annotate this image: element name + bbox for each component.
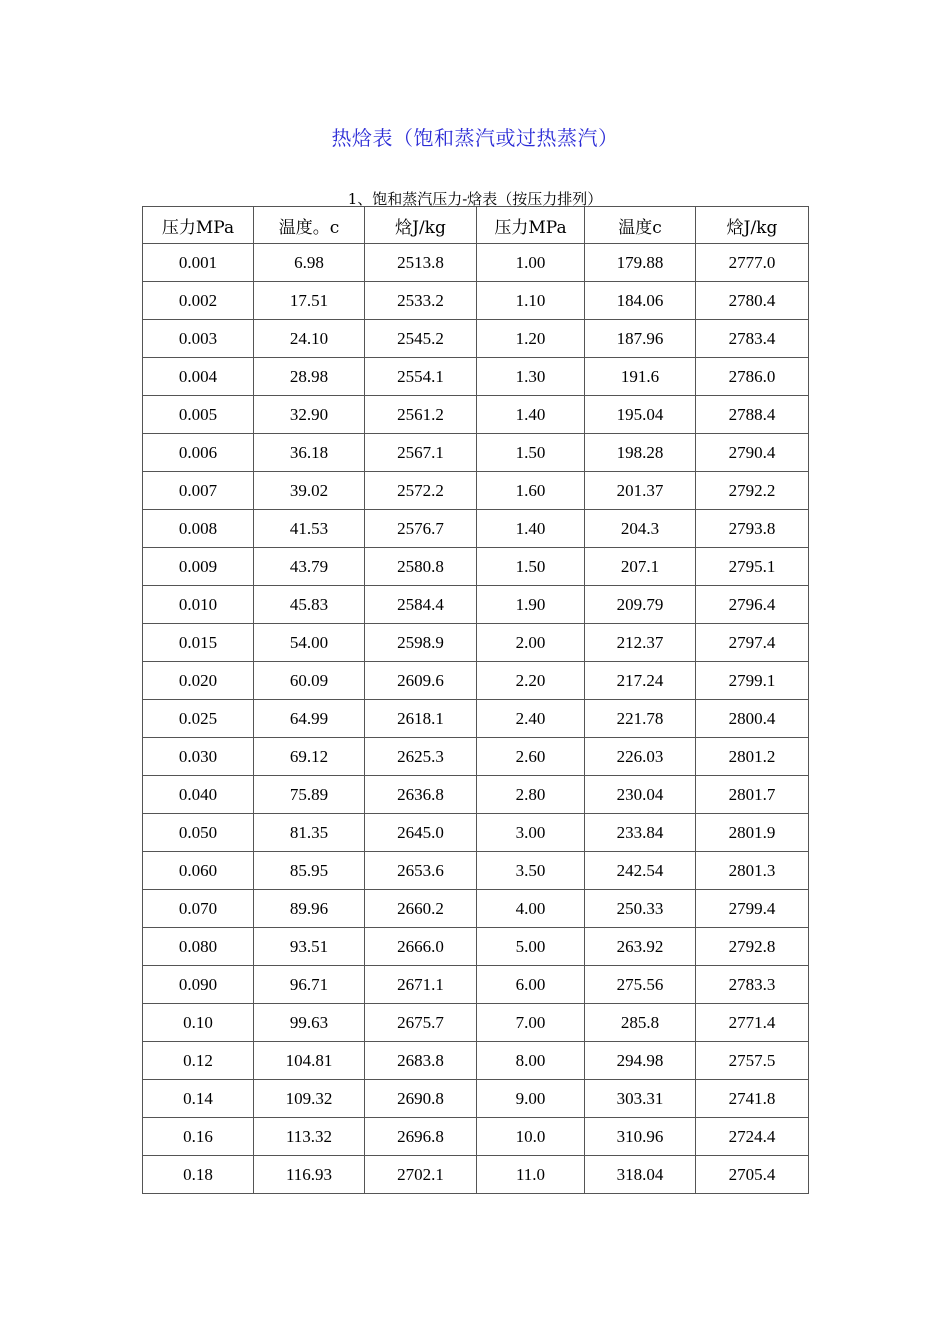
cell-pressure-2: 1.40 (477, 396, 585, 434)
cell-enthalpy-2: 2790.4 (696, 434, 809, 472)
cell-enthalpy: 2696.8 (365, 1118, 477, 1156)
cell-pressure: 0.025 (143, 700, 254, 738)
cell-temperature-2: 242.54 (585, 852, 696, 890)
cell-temperature: 60.09 (254, 662, 365, 700)
cell-enthalpy: 2645.0 (365, 814, 477, 852)
cell-pressure: 0.003 (143, 320, 254, 358)
cell-enthalpy-2: 2796.4 (696, 586, 809, 624)
table-row (143, 320, 809, 358)
cell-enthalpy-2: 2793.8 (696, 510, 809, 548)
cell-enthalpy: 2545.2 (365, 320, 477, 358)
cell-enthalpy-2: 2788.4 (696, 396, 809, 434)
cell-temperature-2: 285.8 (585, 1004, 696, 1042)
cell-enthalpy: 2584.4 (365, 586, 477, 624)
cell-pressure-2: 2.60 (477, 738, 585, 776)
cell-enthalpy-2: 2724.4 (696, 1118, 809, 1156)
cell-temperature-2: 226.03 (585, 738, 696, 776)
cell-pressure: 0.002 (143, 282, 254, 320)
cell-pressure: 0.040 (143, 776, 254, 814)
cell-temperature-2: 275.56 (585, 966, 696, 1004)
cell-pressure-2: 2.40 (477, 700, 585, 738)
steam-enthalpy-table (142, 206, 809, 1194)
cell-temperature: 43.79 (254, 548, 365, 586)
cell-temperature: 54.00 (254, 624, 365, 662)
cell-temperature-2: 212.37 (585, 624, 696, 662)
cell-pressure-2: 9.00 (477, 1080, 585, 1118)
table-row (143, 358, 809, 396)
cell-temperature-2: 230.04 (585, 776, 696, 814)
cell-temperature-2: 184.06 (585, 282, 696, 320)
cell-temperature: 64.99 (254, 700, 365, 738)
cell-pressure-2: 1.20 (477, 320, 585, 358)
table-row (143, 510, 809, 548)
header-temperature: 温度。c (254, 207, 365, 244)
cell-enthalpy: 2533.2 (365, 282, 477, 320)
table-row (143, 966, 809, 1004)
table-row (143, 890, 809, 928)
cell-temperature: 93.51 (254, 928, 365, 966)
cell-temperature: 116.93 (254, 1156, 365, 1194)
cell-temperature: 85.95 (254, 852, 365, 890)
cell-pressure-2: 2.20 (477, 662, 585, 700)
cell-pressure-2: 1.90 (477, 586, 585, 624)
header-pressure: 压力MPa (143, 207, 254, 244)
cell-temperature-2: 318.04 (585, 1156, 696, 1194)
cell-enthalpy: 2554.1 (365, 358, 477, 396)
cell-temperature: 109.32 (254, 1080, 365, 1118)
table-header (143, 207, 809, 244)
cell-enthalpy-2: 2741.8 (696, 1080, 809, 1118)
cell-enthalpy-2: 2780.4 (696, 282, 809, 320)
cell-enthalpy: 2561.2 (365, 396, 477, 434)
cell-enthalpy: 2683.8 (365, 1042, 477, 1080)
cell-enthalpy: 2618.1 (365, 700, 477, 738)
cell-temperature-2: 294.98 (585, 1042, 696, 1080)
cell-temperature: 81.35 (254, 814, 365, 852)
cell-enthalpy-2: 2783.4 (696, 320, 809, 358)
table-row (143, 434, 809, 472)
cell-temperature: 113.32 (254, 1118, 365, 1156)
cell-enthalpy-2: 2800.4 (696, 700, 809, 738)
cell-enthalpy: 2675.7 (365, 1004, 477, 1042)
cell-enthalpy-2: 2801.3 (696, 852, 809, 890)
cell-pressure-2: 1.60 (477, 472, 585, 510)
cell-temperature: 99.63 (254, 1004, 365, 1042)
cell-enthalpy-2: 2705.4 (696, 1156, 809, 1194)
cell-enthalpy-2: 2757.5 (696, 1042, 809, 1080)
cell-pressure: 0.020 (143, 662, 254, 700)
cell-enthalpy: 2690.8 (365, 1080, 477, 1118)
table-row (143, 472, 809, 510)
cell-temperature-2: 191.6 (585, 358, 696, 396)
cell-pressure: 0.050 (143, 814, 254, 852)
cell-pressure-2: 1.10 (477, 282, 585, 320)
cell-temperature-2: 204.3 (585, 510, 696, 548)
cell-temperature-2: 217.24 (585, 662, 696, 700)
cell-temperature: 36.18 (254, 434, 365, 472)
cell-pressure-2: 4.00 (477, 890, 585, 928)
cell-temperature-2: 233.84 (585, 814, 696, 852)
cell-temperature: 41.53 (254, 510, 365, 548)
cell-pressure: 0.030 (143, 738, 254, 776)
cell-pressure: 0.16 (143, 1118, 254, 1156)
cell-pressure: 0.12 (143, 1042, 254, 1080)
table-body (143, 244, 809, 1194)
cell-pressure-2: 1.40 (477, 510, 585, 548)
cell-pressure: 0.090 (143, 966, 254, 1004)
cell-enthalpy-2: 2801.9 (696, 814, 809, 852)
cell-temperature-2: 250.33 (585, 890, 696, 928)
cell-enthalpy-2: 2801.2 (696, 738, 809, 776)
table-row (143, 396, 809, 434)
cell-temperature: 28.98 (254, 358, 365, 396)
cell-pressure: 0.005 (143, 396, 254, 434)
header-enthalpy-2: 焓J/kg (696, 207, 809, 244)
cell-enthalpy: 2625.3 (365, 738, 477, 776)
table-row (143, 1080, 809, 1118)
cell-temperature-2: 198.28 (585, 434, 696, 472)
cell-pressure: 0.015 (143, 624, 254, 662)
cell-pressure: 0.10 (143, 1004, 254, 1042)
cell-temperature-2: 221.78 (585, 700, 696, 738)
cell-pressure-2: 1.50 (477, 434, 585, 472)
cell-enthalpy: 2666.0 (365, 928, 477, 966)
header-row (143, 207, 809, 244)
cell-enthalpy: 2660.2 (365, 890, 477, 928)
header-temperature-2: 温度c (585, 207, 696, 244)
cell-temperature: 69.12 (254, 738, 365, 776)
cell-pressure: 0.008 (143, 510, 254, 548)
cell-enthalpy: 2567.1 (365, 434, 477, 472)
cell-pressure-2: 5.00 (477, 928, 585, 966)
cell-temperature: 96.71 (254, 966, 365, 1004)
cell-pressure-2: 1.50 (477, 548, 585, 586)
table-row (143, 282, 809, 320)
cell-enthalpy-2: 2771.4 (696, 1004, 809, 1042)
table-row (143, 548, 809, 586)
cell-enthalpy: 2580.8 (365, 548, 477, 586)
cell-temperature-2: 207.1 (585, 548, 696, 586)
table-row (143, 244, 809, 282)
table-row (143, 624, 809, 662)
cell-temperature-2: 209.79 (585, 586, 696, 624)
cell-pressure-2: 6.00 (477, 966, 585, 1004)
cell-enthalpy-2: 2801.7 (696, 776, 809, 814)
cell-pressure: 0.070 (143, 890, 254, 928)
cell-pressure: 0.060 (143, 852, 254, 890)
cell-temperature: 104.81 (254, 1042, 365, 1080)
cell-temperature-2: 179.88 (585, 244, 696, 282)
cell-temperature: 89.96 (254, 890, 365, 928)
cell-enthalpy-2: 2799.1 (696, 662, 809, 700)
table-row (143, 776, 809, 814)
cell-temperature: 75.89 (254, 776, 365, 814)
cell-pressure-2: 1.00 (477, 244, 585, 282)
cell-pressure: 0.001 (143, 244, 254, 282)
cell-enthalpy-2: 2792.8 (696, 928, 809, 966)
cell-enthalpy-2: 2783.3 (696, 966, 809, 1004)
table-row (143, 662, 809, 700)
header-pressure-2: 压力MPa (477, 207, 585, 244)
cell-enthalpy: 2671.1 (365, 966, 477, 1004)
table-row (143, 928, 809, 966)
table-row (143, 1156, 809, 1194)
cell-temperature: 32.90 (254, 396, 365, 434)
cell-enthalpy: 2513.8 (365, 244, 477, 282)
table-row (143, 586, 809, 624)
cell-enthalpy: 2598.9 (365, 624, 477, 662)
cell-pressure: 0.14 (143, 1080, 254, 1118)
cell-pressure: 0.080 (143, 928, 254, 966)
header-enthalpy: 焓J/kg (365, 207, 477, 244)
cell-temperature-2: 201.37 (585, 472, 696, 510)
cell-enthalpy-2: 2797.4 (696, 624, 809, 662)
cell-temperature-2: 187.96 (585, 320, 696, 358)
cell-enthalpy: 2576.7 (365, 510, 477, 548)
table-row (143, 1118, 809, 1156)
cell-pressure-2: 3.00 (477, 814, 585, 852)
cell-pressure-2: 7.00 (477, 1004, 585, 1042)
cell-temperature: 17.51 (254, 282, 365, 320)
cell-enthalpy: 2572.2 (365, 472, 477, 510)
table-row (143, 738, 809, 776)
cell-pressure: 0.18 (143, 1156, 254, 1194)
table-row (143, 852, 809, 890)
cell-enthalpy-2: 2795.1 (696, 548, 809, 586)
cell-enthalpy: 2702.1 (365, 1156, 477, 1194)
table-row (143, 1042, 809, 1080)
cell-pressure: 0.004 (143, 358, 254, 396)
cell-pressure: 0.007 (143, 472, 254, 510)
cell-pressure-2: 8.00 (477, 1042, 585, 1080)
cell-pressure-2: 2.00 (477, 624, 585, 662)
cell-temperature: 39.02 (254, 472, 365, 510)
cell-enthalpy-2: 2777.0 (696, 244, 809, 282)
cell-pressure-2: 11.0 (477, 1156, 585, 1194)
cell-pressure-2: 1.30 (477, 358, 585, 396)
cell-temperature: 45.83 (254, 586, 365, 624)
cell-enthalpy-2: 2792.2 (696, 472, 809, 510)
table-row (143, 700, 809, 738)
table-row (143, 1004, 809, 1042)
cell-pressure-2: 10.0 (477, 1118, 585, 1156)
cell-temperature-2: 195.04 (585, 396, 696, 434)
cell-temperature-2: 263.92 (585, 928, 696, 966)
cell-temperature-2: 303.31 (585, 1080, 696, 1118)
cell-temperature-2: 310.96 (585, 1118, 696, 1156)
cell-enthalpy: 2609.6 (365, 662, 477, 700)
cell-pressure: 0.009 (143, 548, 254, 586)
document-title: 热焓表（饱和蒸汽或过热蒸汽） (331, 126, 619, 150)
cell-enthalpy: 2653.6 (365, 852, 477, 890)
table-row (143, 814, 809, 852)
table-caption: 1、饱和蒸汽压力-焓表（按压力排列） (347, 190, 603, 208)
cell-pressure: 0.006 (143, 434, 254, 472)
cell-enthalpy: 2636.8 (365, 776, 477, 814)
cell-pressure-2: 2.80 (477, 776, 585, 814)
cell-temperature: 6.98 (254, 244, 365, 282)
cell-pressure-2: 3.50 (477, 852, 585, 890)
cell-enthalpy-2: 2799.4 (696, 890, 809, 928)
cell-temperature: 24.10 (254, 320, 365, 358)
cell-pressure: 0.010 (143, 586, 254, 624)
cell-enthalpy-2: 2786.0 (696, 358, 809, 396)
